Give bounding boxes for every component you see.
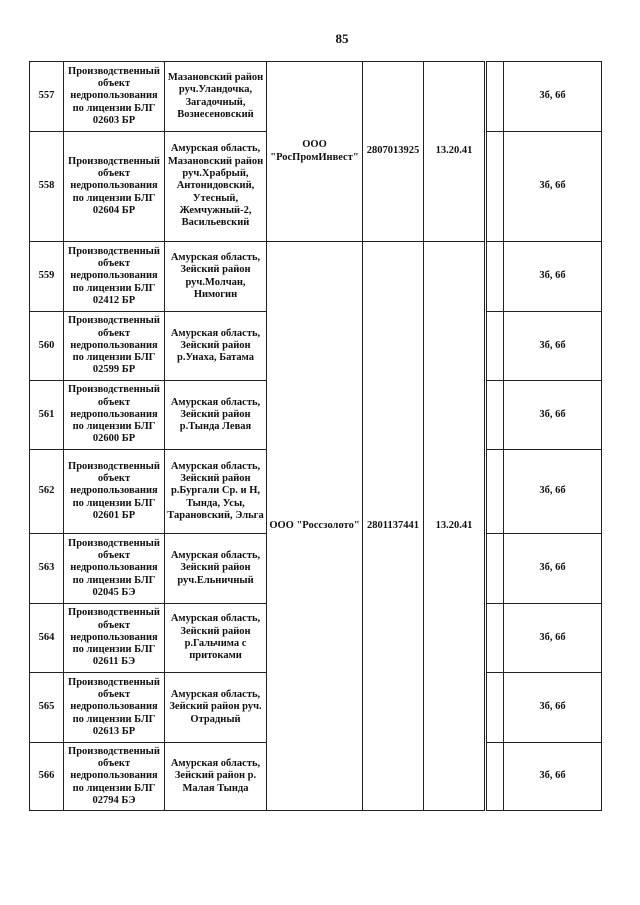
row-number: 565 (30, 673, 64, 743)
object-name: Производственный объект недропользования по лицензии БЛГ 02601 БР (64, 450, 165, 534)
object-name: Производственный объект недропользования по лицензии БЛГ 02412 БР (64, 242, 165, 312)
object-location: Амурская область, Зейский район руч. Отрадный (165, 673, 267, 743)
empty-cell (486, 312, 504, 381)
hazard-class: 3б, 6б (504, 743, 602, 811)
empty-cell (486, 673, 504, 743)
hazard-class: 3б, 6б (504, 62, 602, 132)
object-name: Производственный объект недропользования по лицензии БЛГ 02794 БЭ (64, 743, 165, 811)
object-location: Амурская область, Зейский район р.Унаха, Батама (165, 312, 267, 381)
row-number: 561 (30, 381, 64, 450)
empty-cell (486, 381, 504, 450)
empty-cell (486, 450, 504, 534)
organization-name: ООО "Россзолото" (267, 242, 363, 811)
row-number: 563 (30, 534, 64, 604)
empty-cell (486, 743, 504, 811)
object-location: Амурская область, Зейский район р.Тында Левая (165, 381, 267, 450)
row-number: 559 (30, 242, 64, 312)
empty-cell (486, 132, 504, 242)
object-location: Амурская область, Зейский район р.Гальчима с притоками (165, 604, 267, 673)
object-name: Производственный объект недропользования по лицензии БЛГ 02611 БЭ (64, 604, 165, 673)
row-number: 558 (30, 132, 64, 242)
empty-cell (486, 604, 504, 673)
object-location: Амурская область, Зейский район р. Малая Тында (165, 743, 267, 811)
hazard-class: 3б, 6б (504, 604, 602, 673)
organization-inn: 2801137441 (363, 242, 424, 811)
object-name: Производственный объект недропользования по лицензии БЛГ 02603 БР (64, 62, 165, 132)
object-name: Производственный объект недропользования по лицензии БЛГ 02045 БЭ (64, 534, 165, 604)
hazard-class: 3б, 6б (504, 450, 602, 534)
row-number: 562 (30, 450, 64, 534)
row-number: 566 (30, 743, 64, 811)
table-row (30, 62, 602, 132)
row-number: 564 (30, 604, 64, 673)
object-location: Амурская область, Зейский район р.Бургали Ср. и Н, Тында, Усы, Тарановский, Эльга (165, 450, 267, 534)
empty-cell (486, 534, 504, 604)
empty-cell (486, 242, 504, 312)
hazard-class: 3б, 6б (504, 673, 602, 743)
object-name: Производственный объект недропользования по лицензии БЛГ 02599 БР (64, 312, 165, 381)
hazard-class: 3б, 6б (504, 312, 602, 381)
object-location: Мазановский район руч.Уландочка, Загадочный, Вознесеновский (165, 62, 267, 132)
object-name: Производственный объект недропользования по лицензии БЛГ 02613 БР (64, 673, 165, 743)
page-number: 85 (335, 31, 349, 46)
okved-code: 13.20.41 (424, 242, 486, 811)
object-name: Производственный объект недропользования по лицензии БЛГ 02604 БР (64, 132, 165, 242)
organization-name: ООО "РосПромИнвест" (267, 62, 363, 242)
hazard-class: 3б, 6б (504, 381, 602, 450)
object-location: Амурская область, Зейский район руч.Молчан, Нимогин (165, 242, 267, 312)
okved-code: 13.20.41 (424, 62, 486, 242)
table-row (30, 242, 602, 312)
hazard-class: 3б, 6б (504, 132, 602, 242)
object-name: Производственный объект недропользования по лицензии БЛГ 02600 БР (64, 381, 165, 450)
row-number: 560 (30, 312, 64, 381)
hazard-class: 3б, 6б (504, 534, 602, 604)
registry-table (29, 61, 602, 811)
object-location: Амурская область, Мазановский район руч.Храбрый, Антонидовский, Утесный, Жемчужный-2, Васильевский (165, 132, 267, 242)
row-number: 557 (30, 62, 64, 132)
object-location: Амурская область, Зейский район руч.Ельничный (165, 534, 267, 604)
hazard-class: 3б, 6б (504, 242, 602, 312)
organization-inn: 2807013925 (363, 62, 424, 242)
empty-cell (486, 62, 504, 132)
